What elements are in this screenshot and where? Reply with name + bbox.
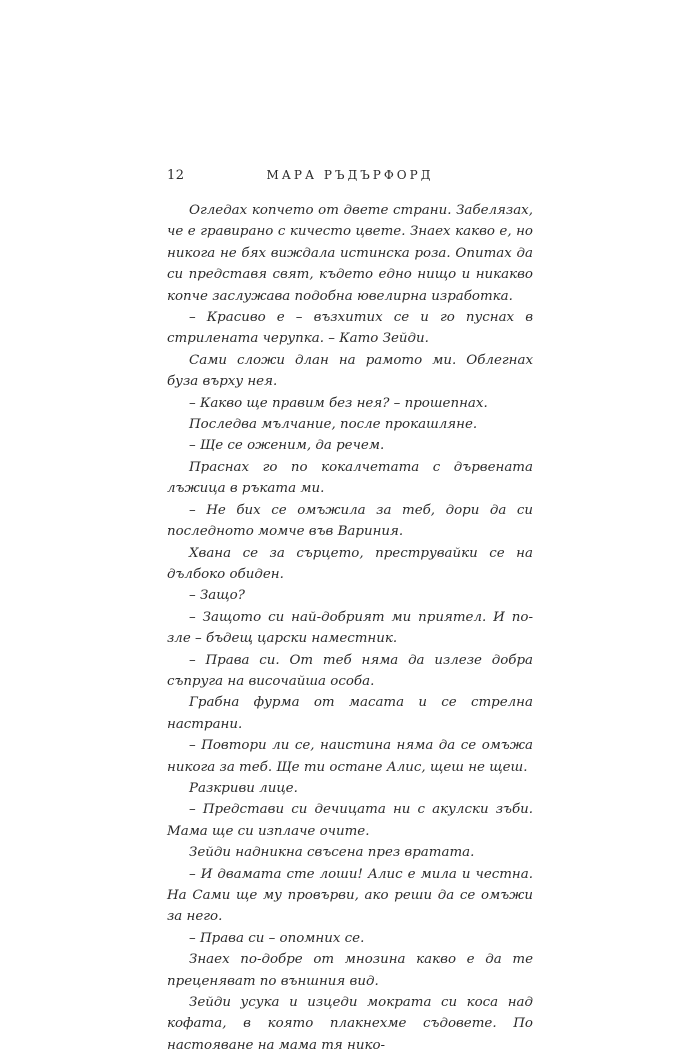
paragraph: Грабна фурма от масата и се стрелна настрани. — [167, 695, 533, 732]
paragraph: Сами сложи длан на рамото ми. Облегнах буза върху нея. — [167, 352, 533, 390]
paragraph: – Защо? — [189, 588, 245, 604]
paragraph: – Повтори ли се, наистина няма да се омъжа никога за теб. Ще ти остане Алис, щеш не щеш. — [167, 738, 533, 775]
paragraph: – Представи си дечицата ни с акулски зъби. Мама ще си изплаче очите. — [167, 802, 533, 839]
paragraph: – Ще се оженим, да речем. — [189, 438, 385, 454]
page-number: 12 — [167, 168, 185, 183]
paragraph: Разкриви лице. — [189, 780, 298, 796]
running-head-author: МАРА РЪДЪРФОРД — [266, 168, 434, 182]
paragraph: Праснах го по кокалчетата с дървената лъжица в ръката ми. — [167, 459, 533, 497]
paragraph: – И двамата сте лоши! Алис е мила и честна. На Сами ще му провърви, ако реши да се омъжи за него. — [167, 866, 533, 925]
paragraph: Огледах копчето от двете страни. Забелязах, че е гравирано с кичесто цвете. Знаех какво е, но никога не бях виждала истинска роза. Опитах да си представя свят, където едно нищо и никакво копче заслужава подобна ювелирна изработка. — [167, 203, 533, 304]
paragraph: – Права си. От теб няма да излезе добра съпруга на височайша особа. — [167, 652, 533, 689]
paragraph: – Не бих се омъжила за теб, дори да си последното момче във Вариния. — [167, 502, 533, 540]
paragraph: Знаех по-добре от мнозина какво е да те преценяват по външния вид. — [167, 952, 533, 989]
paragraph: Хвана се за сърцето, преструвайки се на дълбоко обиден. — [167, 545, 533, 582]
paragraph: Последва мълчание, после прокашляне. — [189, 417, 478, 433]
page-header — [167, 168, 533, 190]
paragraph: Зейди надникна свъсена през вратата. — [189, 845, 475, 861]
paragraph: – Красиво е – възхитих се и го пуснах в стрилената черупка. – Като Зейди. — [167, 310, 533, 347]
paragraph: – Права си – опомних се. — [189, 930, 365, 946]
paragraph: – Какво ще правим без нея? – прошепнах. — [189, 395, 488, 411]
body-text — [167, 200, 533, 1056]
paragraph: Зейди усука и изцеди мократа си коса над кофата, в която плакнехме съдовете. По настояване на мама тя нико- — [167, 995, 533, 1053]
paragraph: – Защото си най-добрият ми приятел. И по-зле – бъдещ царски наместник. — [167, 609, 533, 647]
